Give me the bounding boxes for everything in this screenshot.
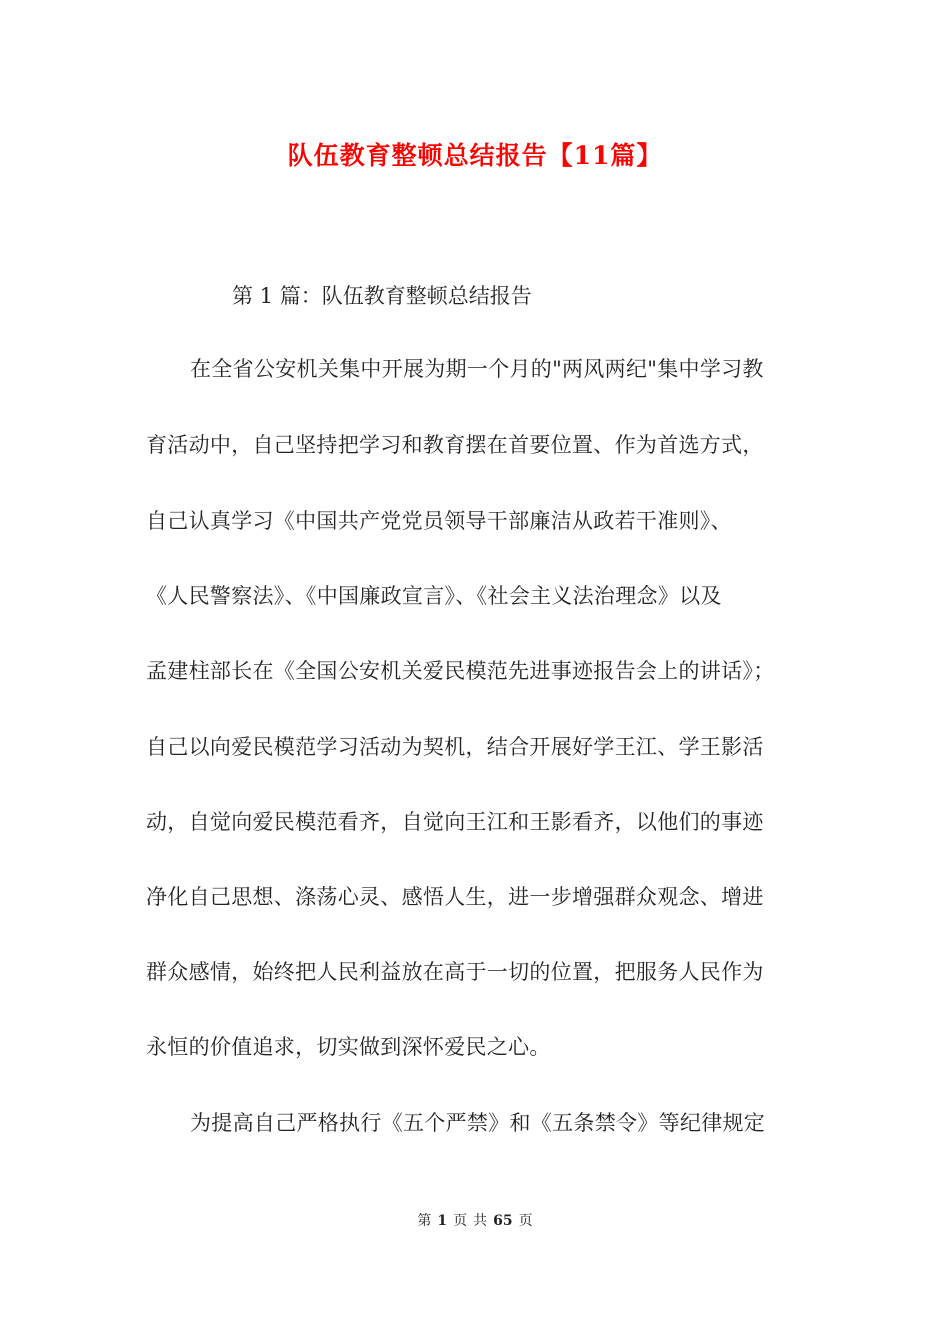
section-heading: 第 1 篇：队伍教育整顿总结报告 (232, 284, 532, 308)
body-line: 《人民警察法》、《中国廉政宣言》、《社会主义法治理念》以及 (146, 584, 722, 608)
footer-total-word: 共 (473, 1213, 488, 1229)
body-line: 动，自觉向爱民模范看齐，自觉向王江和王影看齐，以他们的事迹 (146, 810, 764, 834)
body-line: 为提高自己严格执行《五个严禁》和《五条禁令》等纪律规定 (190, 1111, 766, 1135)
footer-prefix: 第 (417, 1213, 432, 1229)
footer-page-word: 页 (453, 1213, 468, 1229)
body-line: 孟建柱部长在《全国公安机关爱民模范先进事迹报告会上的讲话》； (146, 659, 775, 683)
body-line: 自己以向爱民模范学习活动为契机，结合开展好学王江、学王影活 (146, 735, 764, 759)
body-line: 育活动中，自己坚持把学习和教育摆在首要位置、作为首选方式， (146, 433, 764, 457)
body-line: 群众感情，始终把人民利益放在高于一切的位置，把服务人民作为 (146, 960, 764, 984)
document-title: 队伍教育整顿总结报告【11篇】 (287, 141, 663, 170)
footer-suffix: 页 (518, 1213, 533, 1229)
body-line: 自己认真学习《中国共产党党员领导干部廉洁从政若干准则》、 (146, 509, 732, 533)
footer-total-pages: 65 (493, 1213, 513, 1229)
body-line: 净化自己思想、涤荡心灵、感悟人生，进一步增强群众观念、增进 (146, 885, 764, 909)
body-line: 在全省公安机关集中开展为期一个月的"两风两纪"集中学习教 (190, 357, 764, 381)
page-number-footer (0, 1210, 950, 1230)
footer-current-page: 1 (437, 1213, 448, 1229)
body-line: 永恒的价值追求，切实做到深怀爱民之心。 (146, 1035, 551, 1059)
